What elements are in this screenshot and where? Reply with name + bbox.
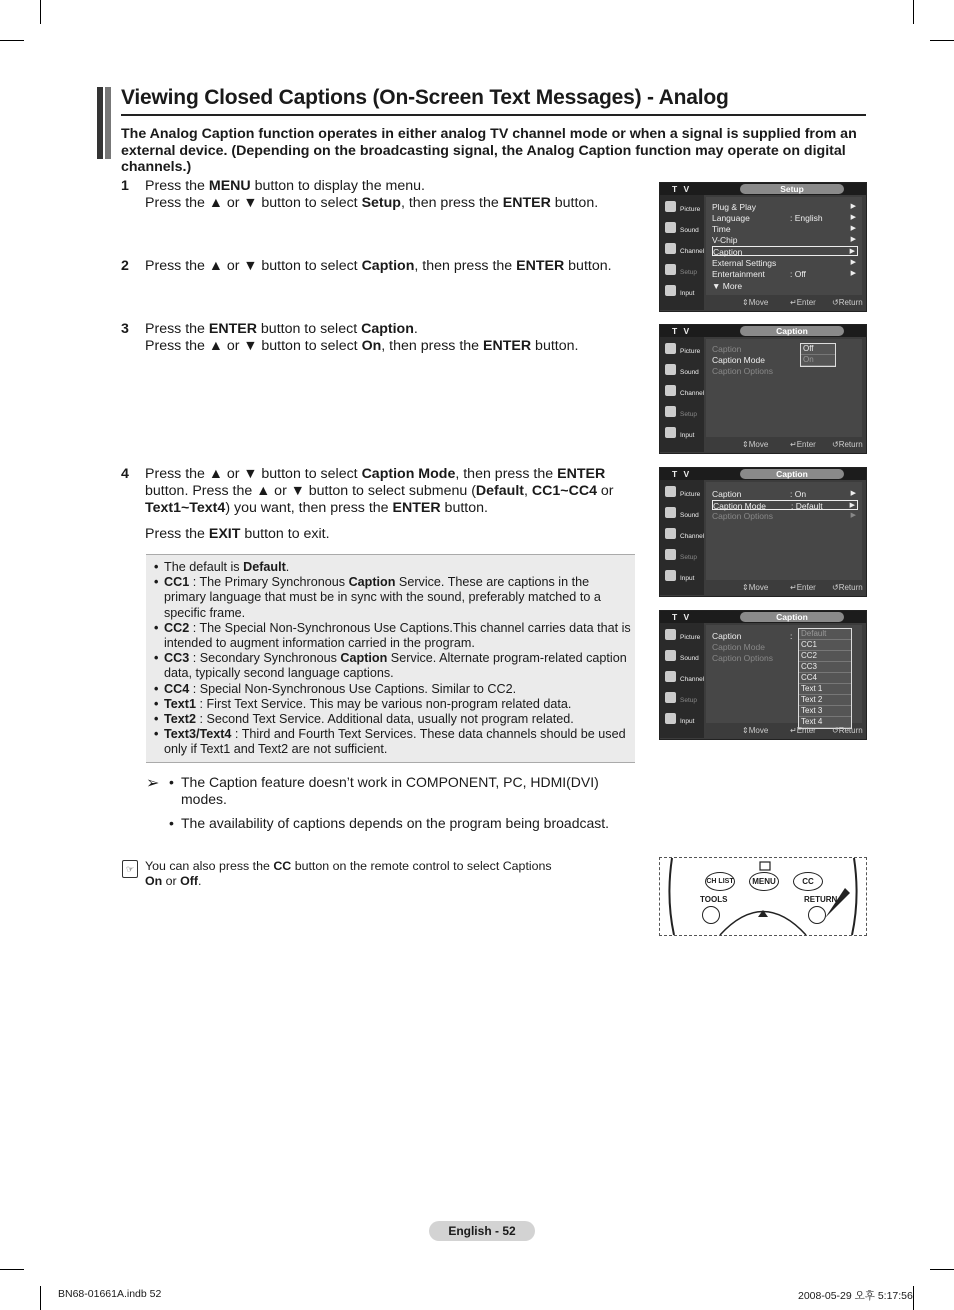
- caption-mode-notes: [146, 554, 635, 763]
- sound-icon: [665, 222, 676, 233]
- step-line: Press the EXIT button to exit.: [145, 526, 330, 542]
- step-line: Press the ▲ or ▼ button to select Caption, then press the ENTER button.: [145, 258, 612, 274]
- step-line: Press the ▲ or ▼ button to select Setup, then press the ENTER button.: [145, 195, 599, 211]
- tips-list: [169, 774, 619, 839]
- step-number: 1: [121, 178, 129, 194]
- note-item: • CC4 : Special Non-Synchronous Use Captions. Similar to CC2.: [154, 681, 517, 696]
- picture-icon: [665, 343, 676, 354]
- note-item: • The default is Default.: [154, 560, 290, 574]
- tools-label: TOOLS: [700, 895, 728, 904]
- tip-item: • The Caption feature doesn’t work in COMPONENT, PC, HDMI(DVI) modes.: [169, 774, 599, 807]
- input-icon: [665, 427, 676, 438]
- input-icon: [665, 285, 676, 296]
- note-item: • CC1 : The Primary Synchronous Caption Service. These are captions in the primary language that must be in sync with the sound, preferably matched to a specific frame.: [154, 575, 601, 620]
- step-number: 2: [121, 258, 129, 274]
- picture-icon: [665, 629, 676, 640]
- setup-icon: [665, 264, 676, 275]
- step-line: Press the MENU button to display the menu.: [145, 178, 425, 194]
- step-line: Press the ▲ or ▼ button to select Caption Mode, then press the ENTER button. Press the ▲ or ▼ button to select submenu (Default, CC1~CC4 or Text1~Text4) you want, then press the ENTER button.: [145, 466, 614, 516]
- setup-icon: [665, 406, 676, 417]
- title-accent-bar: [97, 87, 103, 159]
- chlist-button[interactable]: CH LIST: [705, 872, 735, 891]
- step-number: 4: [121, 466, 129, 482]
- tv-label: T V: [672, 184, 692, 194]
- channel-icon: [665, 528, 676, 539]
- channel-icon: [665, 671, 676, 682]
- crop-mark: [930, 40, 954, 41]
- tv-screen-caption-onoff: T V Caption Picture Sound Channel Setup Input Caption Caption Mode Caption Options Off On ⇕ Move ↵ Enter ↺ Return: [659, 324, 867, 454]
- return-label: RETURN: [804, 895, 838, 904]
- note-item: • Text1 : First Text Service. This may be various non-program related data.: [154, 696, 572, 711]
- sound-icon: [665, 364, 676, 375]
- step-line: Press the ENTER button to select Caption.: [145, 321, 418, 337]
- input-icon: [665, 713, 676, 724]
- intro-paragraph: The Analog Caption function operates in either analog TV channel mode or when a signal is supplied from an external device. (Depending on the broadcasting signal, the Analog Caption function may operate on digital channels.): [121, 126, 857, 175]
- title-rule: [121, 114, 866, 116]
- return-button[interactable]: [808, 906, 826, 924]
- tv-screen-caption-mode-options: T V Caption Picture Sound Channel Setup Input Caption : Caption Mode Caption Options Default CC1 CC2 CC3 CC4 Text 1 Text 2 Text 3 Text 4 ⇕ Move ↵ Enter ↺ Return: [659, 610, 867, 740]
- page-title: Viewing Closed Captions (On-Screen Text Messages) - Analog: [121, 86, 729, 109]
- crop-mark: [0, 40, 24, 41]
- setup-icon: [665, 692, 676, 703]
- footer-file: BN68-01661A.indb 52: [58, 1288, 162, 1300]
- channel-icon: [665, 385, 676, 396]
- menu-item-caption-mode[interactable]: Caption Mode : Default ▶: [712, 500, 858, 510]
- sound-icon: [665, 507, 676, 518]
- cc-note: You can also press the CC button on the remote control to select Captions On or Off.: [145, 859, 552, 888]
- remote-illustration: [659, 857, 867, 936]
- note-item: • Text2 : Second Text Service. Additional data, usually not program related.: [154, 712, 574, 727]
- footer-timestamp: 2008-05-29 오후 5:17:56: [798, 1290, 913, 1302]
- cc-button[interactable]: CC: [793, 872, 823, 891]
- menu-button[interactable]: MENU: [749, 872, 779, 891]
- note-item: • CC2 : The Special Non-Synchronous Use Captions.This channel carries data that is intended to augment information carried in the program.: [154, 620, 631, 651]
- crop-mark: [930, 1269, 954, 1270]
- menu-title: Setup: [740, 184, 844, 194]
- caption-mode-dropdown[interactable]: Default CC1 CC2 CC3 CC4 Text 1 Text 2 Text 3 Text 4: [798, 628, 852, 729]
- input-icon: [665, 570, 676, 581]
- tv-screen-caption-mode: T V Caption Picture Sound Channel Setup Input Caption : On ▶ Caption Mode : Default ▶ Caption Options ▶ ⇕ Move ↵ Enter ↺ Return: [659, 467, 867, 597]
- crop-mark: [40, 0, 41, 24]
- crop-mark: [913, 0, 914, 24]
- crop-mark: [0, 1269, 24, 1270]
- page-number-badge: English - 52: [429, 1221, 535, 1241]
- title-accent-bar: [105, 87, 111, 159]
- tv-screen-setup: T V Setup Picture Sound Channel Setup Input Plug & Play ▶ Language : English ▶ Time ▶ V-Chip ▶ Caption ▶ External Settings ▶ Entertainment : Off ▶ ▼ More ⇕ Move ↵ Enter ↺ Return: [659, 182, 867, 312]
- picture-icon: [665, 486, 676, 497]
- tools-button[interactable]: [702, 906, 720, 924]
- step-number: 3: [121, 321, 129, 337]
- hand-note-icon: ☞: [122, 860, 138, 878]
- step-line: Press the ▲ or ▼ button to select On, then press the ENTER button.: [145, 338, 579, 354]
- note-arrow-icon: ➢: [146, 775, 160, 792]
- caption-dropdown[interactable]: Off On: [800, 343, 836, 367]
- menu-item-caption[interactable]: Caption ▶: [712, 246, 858, 256]
- setup-icon: [665, 549, 676, 560]
- picture-icon: [665, 201, 676, 212]
- crop-mark: [913, 1286, 914, 1310]
- note-item: • Text3/Text4 : Third and Fourth Text Services. These data channels should be used only if Text1 and Text2 are not sufficient.: [154, 727, 626, 757]
- sound-icon: [665, 650, 676, 661]
- channel-icon: [665, 243, 676, 254]
- note-item: • CC3 : Secondary Synchronous Caption Service. Alternate program-related caption data, typically second language captions.: [154, 651, 627, 681]
- crop-mark: [40, 1286, 41, 1310]
- tip-item: • The availability of captions depends on the program being broadcast.: [169, 815, 610, 831]
